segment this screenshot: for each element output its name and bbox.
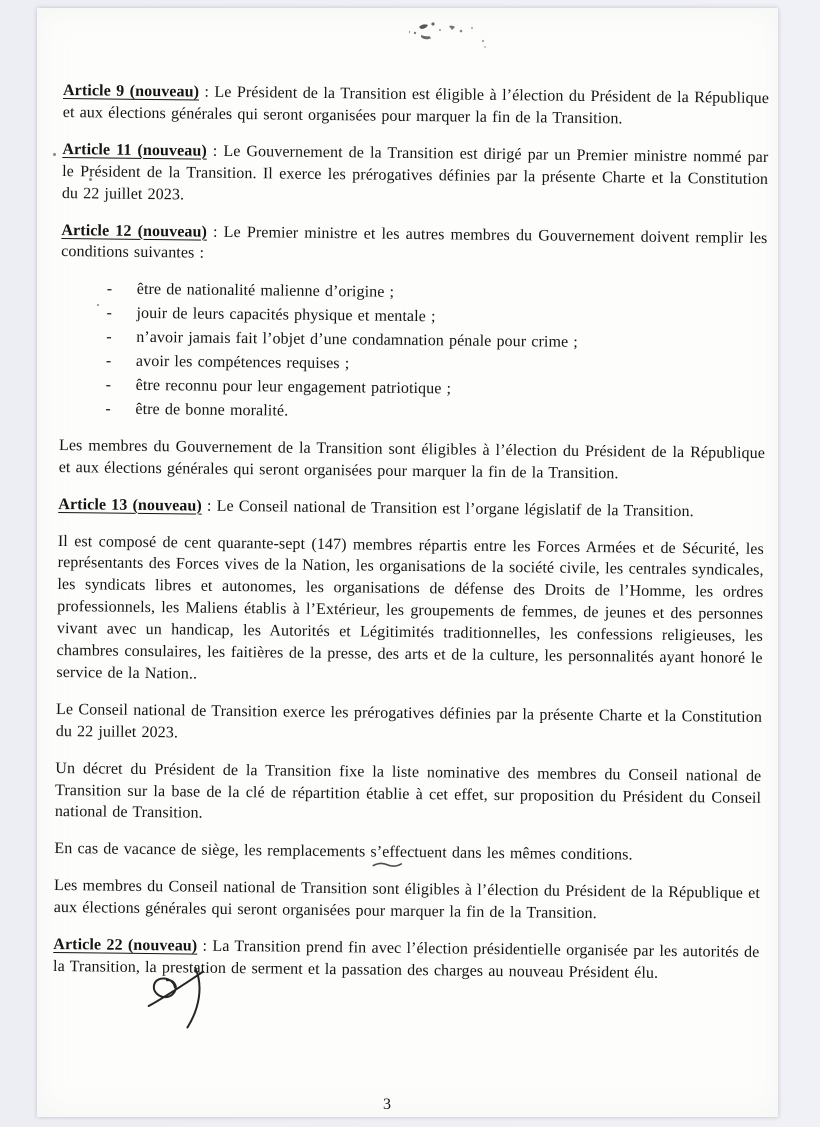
article-13-heading: Article 13 (nouveau) bbox=[58, 495, 202, 515]
heading-separator: : bbox=[198, 83, 215, 101]
article-22-heading: Article 22 (nouveau) bbox=[53, 936, 198, 955]
article-9-paragraph bbox=[63, 80, 769, 132]
condition-text: être reconnu pour leur engagement patriotique ; bbox=[135, 376, 452, 398]
list-dash: - bbox=[106, 280, 113, 298]
article-12-body: Le Premier ministre et les autres membres du Gouvernement doivent remplir les conditions suivantes : bbox=[61, 223, 768, 263]
ink-smudge-icon bbox=[409, 14, 529, 50]
article-22-body: La Transition prend fin avec l’élection présidentielle organisée par les autorités de la Transition, la prestation de serment et la passation des charges au nouveau Président élu. bbox=[53, 937, 760, 982]
heading-separator: : bbox=[201, 497, 217, 515]
prerogatives-paragraph: Le Conseil national de Transition exerce les prérogatives définies par la présente Charte et la Constitution du 22 juillet 2023. bbox=[55, 700, 763, 742]
heading-separator: : bbox=[206, 223, 224, 241]
list-dash: - bbox=[105, 400, 111, 418]
decret-paragraph: Un décret du Président de la Transition fixe la liste nominative des membres du Conseil national de Transition sur la base de la clé de répartition établie à cet effet, sur proposition du Président du Conseil national de Transition. bbox=[54, 759, 762, 823]
ink-dash-icon bbox=[372, 861, 402, 869]
list-dash: - bbox=[106, 304, 113, 322]
list-dash: - bbox=[106, 328, 112, 346]
condition-text: jouir de leurs capacités physique et mentale ; bbox=[136, 305, 436, 326]
article-13-body: Le Conseil national de Transition est l’organe législatif de la Transition. bbox=[216, 497, 694, 520]
document-page bbox=[37, 8, 778, 1117]
article-11-body: Le Gouvernement de la Transition est dirigé par un Premier ministre nommé par le Président de la Transition. Il exerce les prérogatives définies par la présente Charte et la Constitution du 22 juillet 2023. bbox=[61, 142, 769, 204]
condition-text: être de nationalité malienne d’origine ; bbox=[136, 281, 395, 302]
article-12-paragraph bbox=[61, 220, 767, 272]
government-eligibility-paragraph: Les membres du Gouvernement de la Transition sont éligibles à l’élection du Président de la République et aux élections générales qui seront organisées pour marquer la fin de la Transition. bbox=[58, 436, 766, 483]
article-22-paragraph bbox=[53, 934, 759, 986]
list-item bbox=[105, 398, 765, 427]
condition-text: être de bonne moralité. bbox=[135, 400, 289, 420]
page-number: 3 bbox=[383, 1096, 391, 1113]
conditions-list bbox=[105, 279, 767, 428]
vacance-text: En cas de vacance de siège, les remplacements s’effectuent dans les mêmes conditions. bbox=[54, 840, 633, 864]
composition-paragraph: Il est composé de cent quarante-sept (147) membres répartis entre les Forces Armées et de Sécurité, les représentants des Forces vives de la Nation, les organisations de la société civile, les centrales syndicales, les syndicats libres et autonomes, les organisations de défense des Droits de l’Homme, les ordres professionnels, les Maliens établis à l’Extérieur, les groupements de femmes, de jeunes et des personnes vivant avec un handicap, les Autorités et Légitimités traditionnelles, les confessions religieuses, les chambres consulaires, les faitières de la presse, des arts et de la culture, les personnalités ayant honoré le service de la Nation.. bbox=[56, 532, 764, 683]
article-13-paragraph bbox=[58, 494, 764, 524]
article-11-heading: Article 11 (nouveau) bbox=[62, 140, 207, 160]
article-12-heading: Article 12 (nouveau) bbox=[61, 221, 208, 241]
scan-speck bbox=[53, 153, 56, 156]
article-9-heading: Article 9 (nouveau) bbox=[62, 82, 200, 101]
condition-text: avoir les compétences requises ; bbox=[135, 352, 350, 373]
heading-separator: : bbox=[197, 937, 213, 955]
vacance-paragraph bbox=[54, 838, 760, 868]
heading-separator: : bbox=[206, 142, 224, 160]
article-11-paragraph bbox=[62, 139, 769, 213]
list-dash: - bbox=[105, 376, 112, 394]
condition-text: n’avoir jamais fait l’objet d’une condamnation pénale pour crime ; bbox=[136, 329, 578, 352]
cnt-eligibility-paragraph: Les membres du Conseil national de Transition sont éligibles à l’élection du Président de la République et aux élections générales qui seront organisées pour marquer la fin de la Transition. bbox=[53, 877, 761, 923]
document-content bbox=[53, 80, 769, 1001]
list-dash: - bbox=[105, 352, 112, 370]
article-9-body: Le Président de la Transition est éligible à l’élection du Président de la République et aux élections générales qui seront organisées pour marquer la fin de la Transition. bbox=[62, 83, 770, 128]
